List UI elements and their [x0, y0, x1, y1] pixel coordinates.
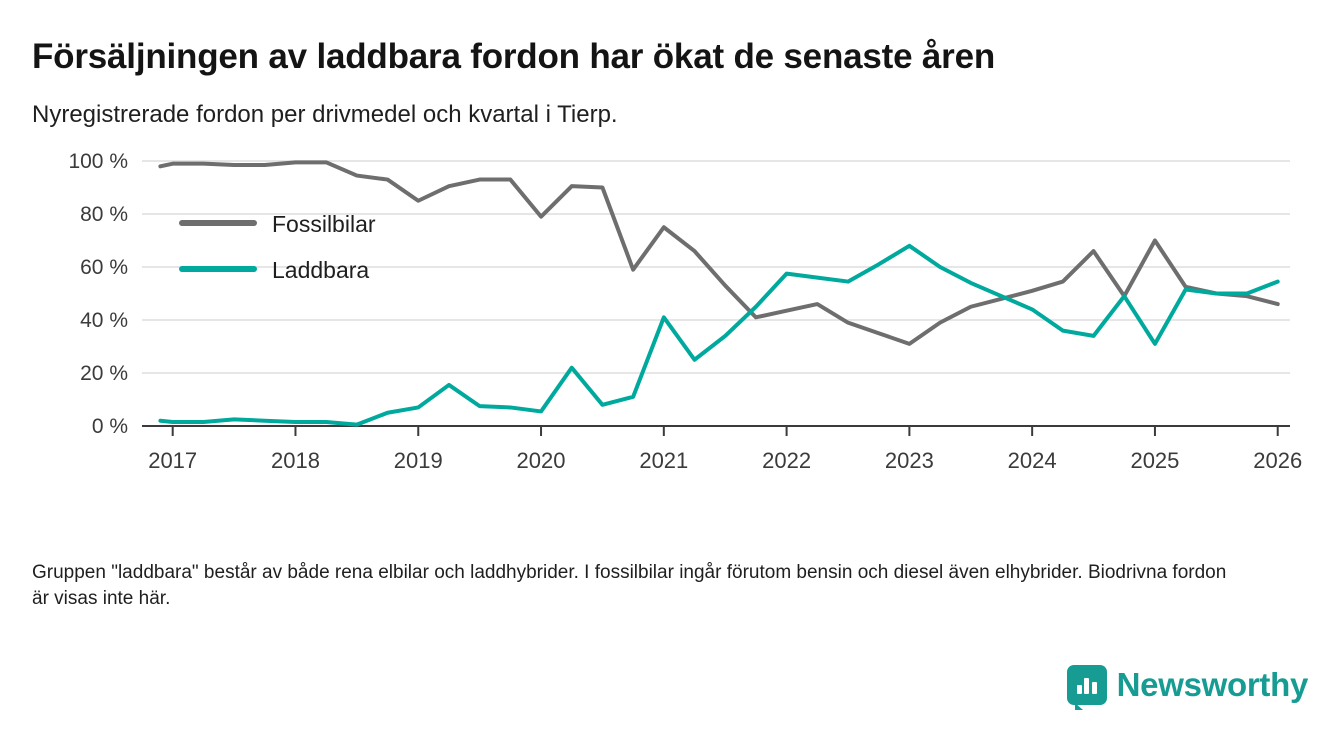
y-axis-tick-label: 100 % — [68, 151, 128, 174]
x-axis-tick-label: 2018 — [270, 448, 320, 474]
y-axis-tick-label: 20 % — [80, 362, 128, 386]
y-axis-tick-label: 40 % — [80, 309, 128, 333]
brand-name: Newsworthy — [1116, 666, 1308, 703]
x-axis-tick-label: 2020 — [516, 448, 566, 474]
line-chart — [32, 151, 1308, 481]
x-axis-tick-label: 2021 — [639, 448, 689, 474]
bar-chart-bubble-icon — [1067, 665, 1107, 705]
brand-logo — [1067, 665, 1308, 705]
page-subtitle: Nyregistrerade fordon per drivmedel och kvartal i Tierp. — [32, 100, 618, 128]
page-title: Försäljningen av laddbara fordon har ökat de senaste åren — [32, 37, 996, 76]
x-axis-tick-label: 2017 — [148, 448, 198, 474]
x-axis-tick-label: 2026 — [1253, 448, 1303, 474]
legend-label: Fossilbilar — [272, 211, 376, 238]
y-axis-tick-label: 60 % — [80, 256, 128, 280]
x-axis-tick-label: 2022 — [762, 448, 812, 474]
y-axis-tick-label: 80 % — [80, 203, 128, 227]
x-axis-tick-label: 2025 — [1130, 448, 1180, 474]
chart-footnote: Gruppen "laddbara" består av både rena elbilar och laddhybrider. I fossilbilar ingår förutom bensin och diesel även elhybrider. Biodrivna fordon är visas inte här. — [32, 562, 1227, 610]
x-axis-tick-label: 2019 — [393, 448, 443, 474]
chart-container — [32, 151, 1308, 481]
x-axis-tick-label: 2024 — [1007, 448, 1057, 474]
x-axis-tick-label: 2023 — [884, 448, 934, 474]
y-axis-tick-label: 0 % — [91, 415, 128, 439]
legend-label: Laddbara — [272, 257, 370, 284]
